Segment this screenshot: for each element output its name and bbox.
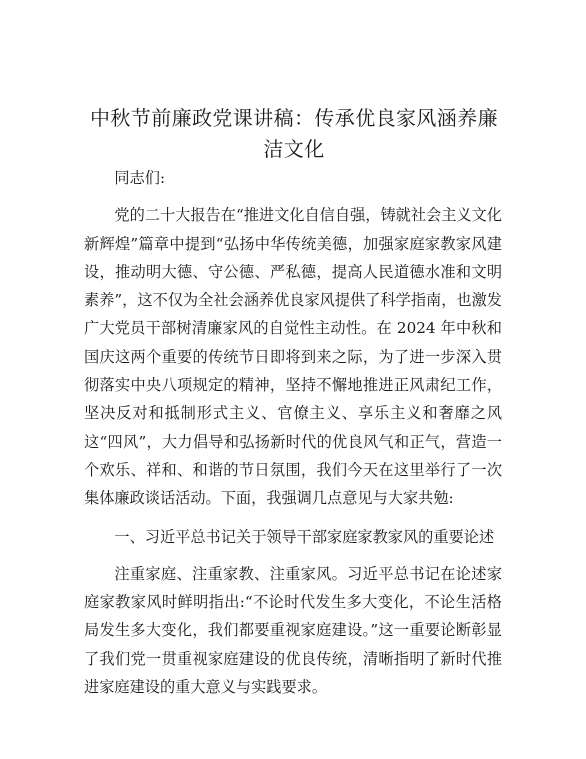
section-heading: 一、习近平总书记关于领导干部家庭家教家风的重要论述 bbox=[114, 527, 495, 546]
section-paragraph: 注重家庭、注重家教、注重家风。习近平总书记在论述家庭家教家风时鲜明指出:“不论时代发生多大变化，不论生活格局发生多大变化，我们都要重视家庭建设。”这一重要论断彰显了我们党一贯重视家庭建设的优良传统，清晰指明了新时代推进家庭建设的重大意义与实践要求。 bbox=[84, 564, 502, 697]
document-body bbox=[84, 164, 502, 711]
document-title: 中秋节前廉政党课讲稿：传承优良家风涵养廉洁文化 bbox=[90, 106, 498, 161]
body-paragraph: 党的二十大报告在“推进文化自信自强，铸就社会主义文化新辉煌”篇章中提到“弘扬中华传统美德，加强家庭家教家风建设，推动明大德、守公德、严私德，提高人民道德水准和文明素养”，这不仅为全社会涵养优良家风提供了科学指南，也激发广大党员干部树清廉家风的自觉性主动性。在 2024 年中秋和国庆这两个重要的传统节日即将到来之际，为了进一步深入贯彻落实中央八项规定的精神，坚持不懈地推进正风肃纪工作，坚决反对和抵制形式主义、官僚主义、享乐主义和奢靡之风这“四风”，大力倡导和弘扬新时代的优良风气和正气，营造一个欢乐、祥和、和谐的节日氛围，我们今天在这里举行了一次集体廉政谈话活动。下面，我强调几点意见与大家共勉: bbox=[84, 206, 502, 508]
salutation: 同志们: bbox=[114, 169, 166, 187]
